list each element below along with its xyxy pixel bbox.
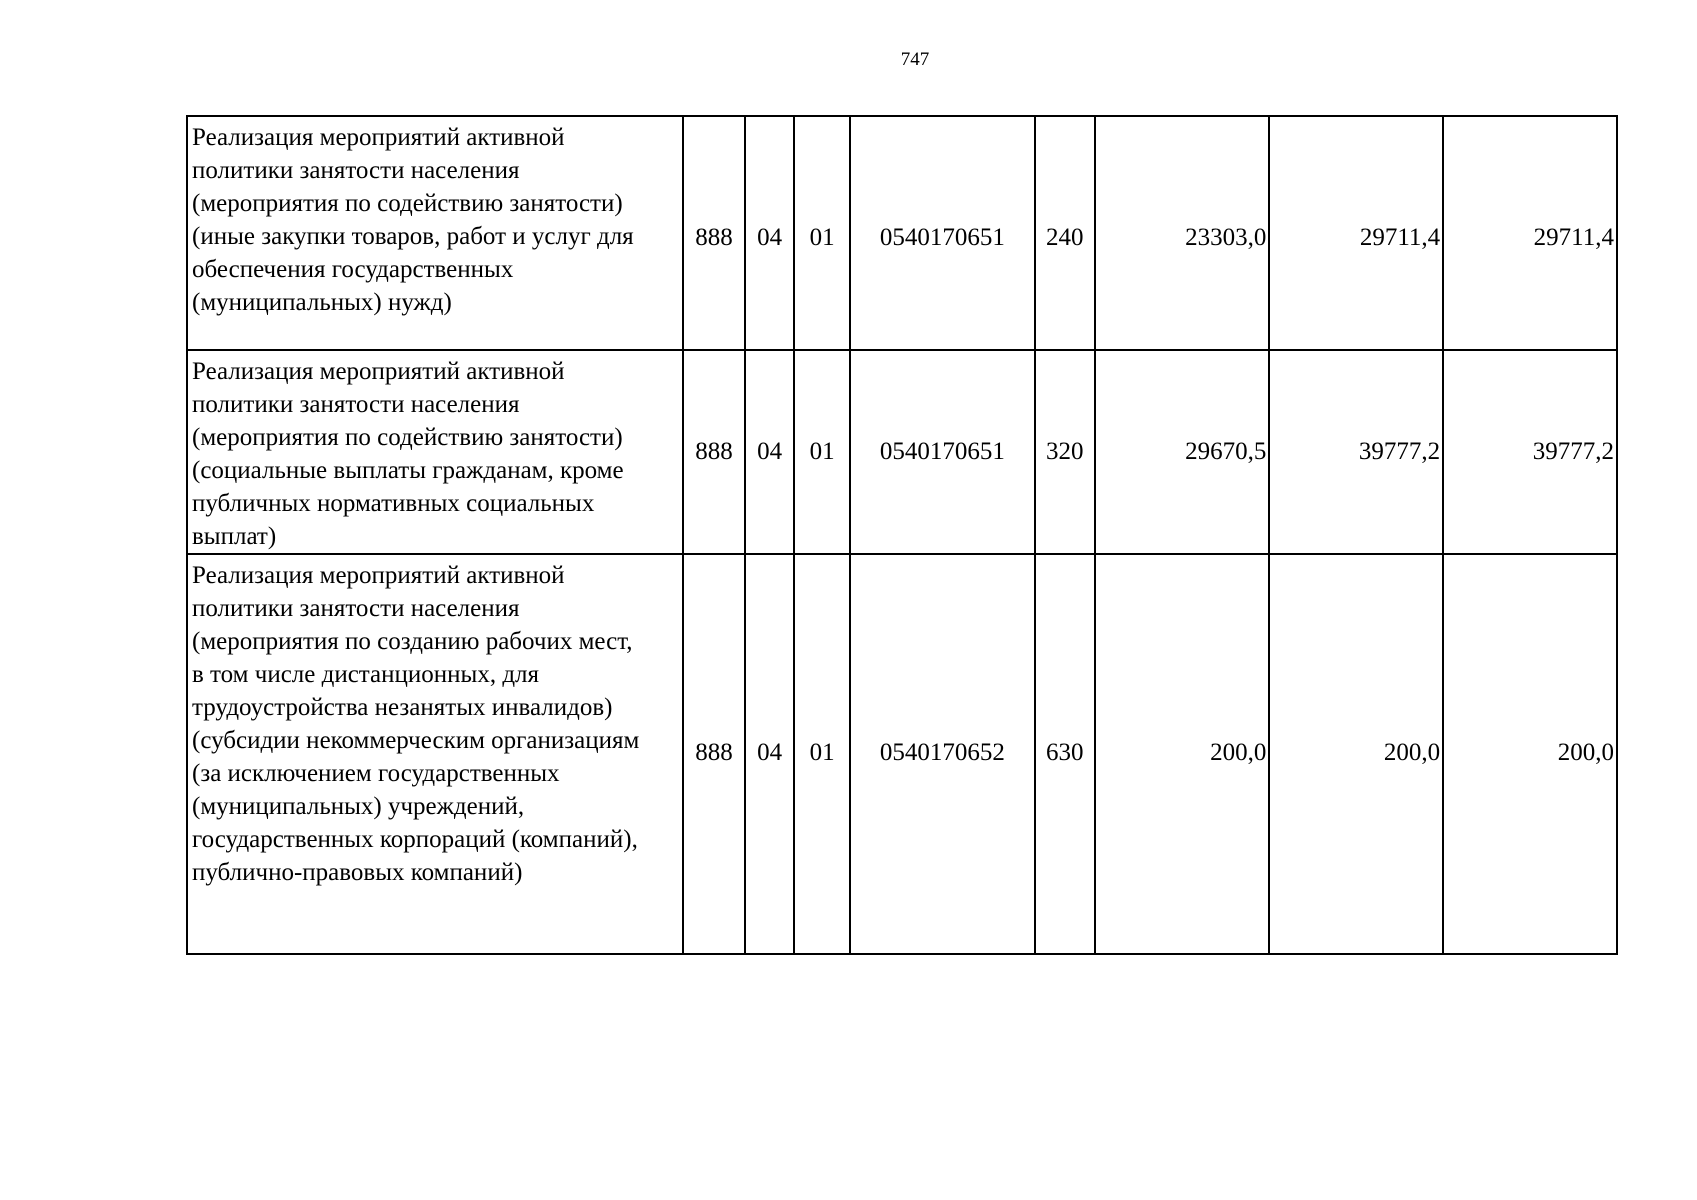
amount-2-cell: 39777,2: [1269, 350, 1443, 554]
target-article-cell: 0540170652: [850, 554, 1035, 954]
amount-3-cell: 200,0: [1443, 554, 1617, 954]
amount-1-cell: 29670,5: [1095, 350, 1270, 554]
ministry-code-cell: 888: [683, 116, 745, 350]
expense-type-cell: 630: [1035, 554, 1095, 954]
table-row: [187, 116, 1617, 350]
section-code-cell: 04: [745, 350, 795, 554]
subsection-code-cell: 01: [794, 116, 850, 350]
section-code-cell: 04: [745, 554, 795, 954]
budget-table: [186, 115, 1618, 955]
description-cell: Реализация мероприятий активной политики занятости населения (мероприятия по содействию занятости) (иные закупки товаров, работ и услуг для обеспечения государственных (муниципальных) нужд): [187, 116, 683, 350]
amount-2-cell: 29711,4: [1269, 116, 1443, 350]
amount-1-cell: 23303,0: [1095, 116, 1270, 350]
subsection-code-cell: 01: [794, 554, 850, 954]
subsection-code-cell: 01: [794, 350, 850, 554]
ministry-code-cell: 888: [683, 554, 745, 954]
target-article-cell: 0540170651: [850, 350, 1035, 554]
expense-type-cell: 320: [1035, 350, 1095, 554]
amount-2-cell: 200,0: [1269, 554, 1443, 954]
target-article-cell: 0540170651: [850, 116, 1035, 350]
table-row: [187, 554, 1617, 954]
ministry-code-cell: 888: [683, 350, 745, 554]
section-code-cell: 04: [745, 116, 795, 350]
amount-3-cell: 29711,4: [1443, 116, 1617, 350]
description-cell: Реализация мероприятий активной политики занятости населения (мероприятия по созданию рабочих мест, в том числе дистанционных, для трудоустройства незанятых инвалидов) (субсидии некоммерческим организациям (за исключением государственных (муниципальных) учреждений, государственных корпораций (компаний), публично-правовых компаний): [187, 554, 683, 954]
amount-3-cell: 39777,2: [1443, 350, 1617, 554]
amount-1-cell: 200,0: [1095, 554, 1270, 954]
description-cell: Реализация мероприятий активной политики занятости населения (мероприятия по содействию занятости) (социальные выплаты гражданам, кроме публичных нормативных социальных выплат): [187, 350, 683, 554]
expense-type-cell: 240: [1035, 116, 1095, 350]
page-number: 747: [900, 49, 930, 70]
table-row: [187, 350, 1617, 554]
